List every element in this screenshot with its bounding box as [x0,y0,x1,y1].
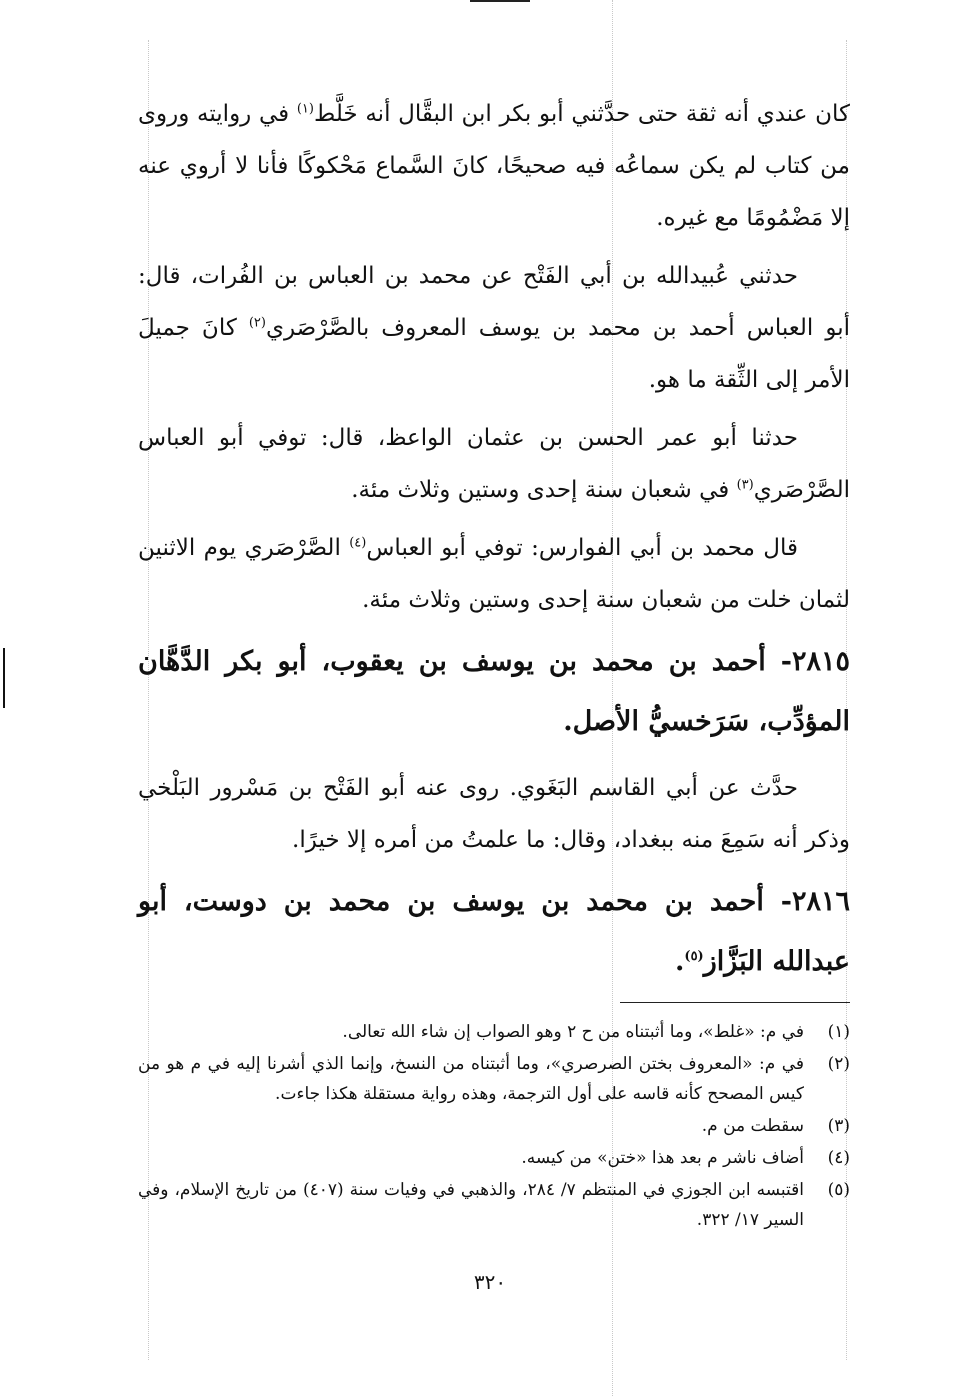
paragraph-1: كان عندي أنه ثقة حتى حدَّثني أبو بكر ابن البقَّال أنه خَلَّط$^{(١)}$ في روايته وروى من كتاب لم يكن سماعُه فيه صحيحًا، كانَ السَّماع مَحْكوكًا فأنا لا أروي عنه إلا مَضْمُومًا مع غيره. [138,101,851,231]
margin-mark [3,648,5,708]
footnote-text: أضاف ناشر م بعد هذا «ختن» من كيسه. [521,1148,804,1168]
paragraph-5: حدَّث عن أبي القاسم البَغَوي. روى عنه أبو الفَتْح بن مَسْرور البَلْخي وذكر أنه سَمِعَ منه ببغداد، وقال: ما علمتُ من أمره إلا خيرًا. [138,775,850,853]
footnote-item [138,1175,850,1235]
footnote-text: سقطت من م. [701,1116,804,1136]
footnote-divider [620,1002,850,1003]
paragraph-2: حدثني عُبيدالله بن أبي الفَتْح عن محمد بن العباس بن الفُرات، قال: أبو العباس أحمد بن محمد بن يوسف المعروف بالصَّرْصَري$^{(٢)}$ كانَ جميلَ الأمر إلى الثِّقة ما هو. [138,263,850,393]
paragraph-4: قال محمد بن أبي الفوارس: توفي أبو العباس$^{(٤)}$ الصَّرْصَري يوم الاثنين لثمان خلت من شعبان سنة إحدى وستين وثلاث مئة. [138,535,850,613]
footnote-item [138,1111,850,1141]
page-number: ٣٢٠ [473,1270,507,1294]
footnote-ref-2[interactable]: (٢) [248,315,266,331]
footnote-number: (١) [827,1022,850,1042]
paragraph-3: حدثنا أبو عمر الحسن بن عثمان الواعظ، قال: توفي أبو العباس الصَّرْصَري$^{(٣)}$ في شعبان سنة إحدى وستين وثلاث مئة. [138,425,850,503]
entry-heading-2816: ٢٨١٦- أحمد بن محمد بن يوسف بن محمد بن دوست، أبو عبدالله البَزَّاز$^{(٥)}$. [138,886,850,977]
footnote-number: (٤) [827,1148,850,1168]
footnote-text: في م: «غلط»، وما أثبتناه من ح ٢ وهو الصواب إن شاء الله تعالى. [342,1022,804,1042]
footnote-text: اقتبسه ابن الجوزي في المنتظم ٧/ ٢٨٤، والذهبي في وفيات سنة (٤٠٧) من تاريخ الإسلام، وفي السير ١٧/ ٣٢٢. [138,1180,804,1230]
footnote-ref-4[interactable]: (٤) [349,535,367,551]
footnote-item [138,1143,850,1173]
page-body [138,88,850,1237]
footnote-ref-5[interactable]: (٥) [684,949,704,964]
entry-heading-2815: ٢٨١٥- أحمد بن محمد بن يوسف بن يعقوب، أبو بكر الدَّهَّان المؤدِّب، سَرَخسيُّ الأصل. [138,646,850,737]
footnote-number: (٢) [827,1054,850,1074]
footnotes [138,1017,850,1235]
footnote-number: (٣) [827,1116,850,1136]
footnote-ref-1[interactable]: (١) [296,101,314,117]
header-mark [470,0,530,6]
footnote-ref-3[interactable]: (٣) [736,477,754,493]
footnote-item [138,1017,850,1047]
footnote-number: (٥) [827,1180,850,1200]
footnote-item [138,1049,850,1109]
footnote-text: في م: «المعروف بختن الصرصري»، وما أثبتناه من النسخ، وإنما الذي أشرنا إليه في م هو من كيس المصحح كأنه قاسه على أول الترجمة، وهذه رواية مستقلة هكذا جاءت. [138,1054,804,1104]
